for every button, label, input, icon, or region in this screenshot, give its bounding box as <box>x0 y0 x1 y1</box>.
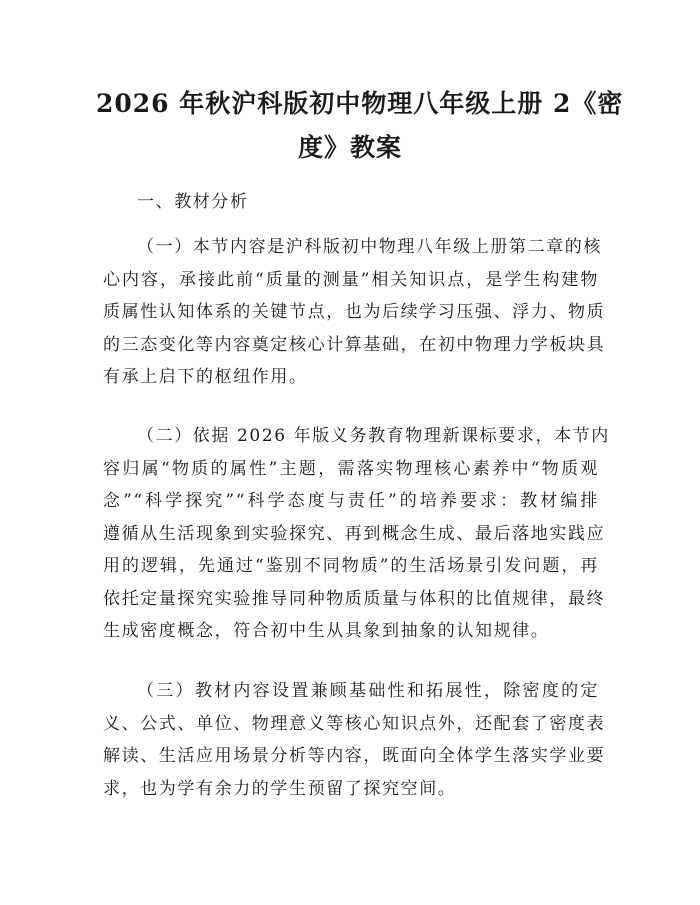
paragraph-line: （一）本节内容是沪科版初中物理八年级上册第二章的核 <box>137 237 602 257</box>
section-heading: 一、教材分析 <box>137 192 249 212</box>
title-line-2: 度》教案 <box>297 133 402 162</box>
paragraph-line: 用的逻辑，先通过“鉴别不同物质”的生活场景引发问题，再 <box>103 556 599 576</box>
paragraph-line: 容归属“物质的属性”主题，需落实物理核心素养中“物质观 <box>103 458 599 479</box>
paragraph-2 <box>103 420 610 648</box>
paragraph-line: 质属性认知体系的关键节点，也为后续学习压强、浮力、物质 <box>103 302 606 322</box>
paragraph-line: 的三态变化等内容奠定核心计算基础，在初中物理力学板块具 <box>103 334 606 355</box>
paragraph-line: 义、公式、单位、物理意义等核心知识点外，还配套了密度表 <box>103 713 606 734</box>
paragraph-line: 生成密度概念，符合初中生从具象到抽象的认知规律。 <box>103 621 550 641</box>
paragraph-line: 求，也为学有余力的学生预留了探究空间。 <box>103 778 457 799</box>
paragraph-1 <box>103 231 606 394</box>
paragraph-line: （三）教材内容设置兼顾基础性和拓展性，除密度的定 <box>137 681 599 701</box>
document-title <box>96 82 624 170</box>
paragraph-line: 遵循从生活现象到实验探究、再到概念生成、最后落地实践应 <box>103 523 606 544</box>
paragraph-line: 念”“科学探究”“科学态度与责任”的培养要求：教材编排 <box>103 491 599 511</box>
paragraph-line: （二）依据 2026 年版义务教育物理新课标要求，本节内 <box>137 426 610 446</box>
paragraph-3 <box>103 675 606 805</box>
paragraph-line: 心内容，承接此前“质量的测量”相关知识点，是学生构建物 <box>103 269 599 290</box>
paragraph-line: 有承上启下的枢纽作用。 <box>103 367 308 387</box>
paragraph-line: 依托定量探究实验推导同种物质质量与体积的比值规律，最终 <box>103 588 606 609</box>
title-line-1: 2026 年秋沪科版初中物理八年级上册 2《密 <box>96 89 624 118</box>
paragraph-line: 解读、生活应用场景分析等内容，既面向全体学生落实学业要 <box>103 746 606 766</box>
